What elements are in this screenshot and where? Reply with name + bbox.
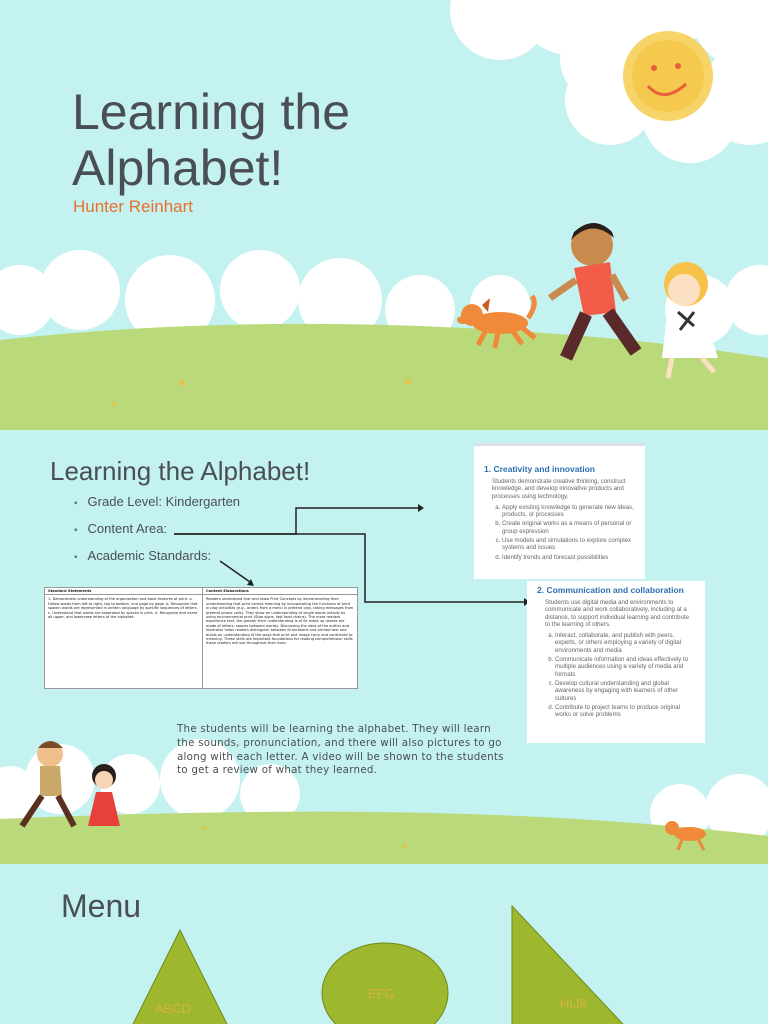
creativity-card xyxy=(474,443,645,579)
overview-slide xyxy=(0,434,768,864)
lesson-description: The students will be learning the alphabet. They will learn the sounds, pronunciation, and there will also pictures to go along with each letter. A video will be shown to the students to get a review of what they learned. xyxy=(177,723,504,777)
table-header: Content Elaborations xyxy=(203,588,357,595)
card-intro: Students use digital media and environments to communicate and work collaboratively, including at a distance, to support individual learning and contribute to the learning of others. xyxy=(545,599,689,628)
list-item: b. Communicate information and ideas effectively to multiple audiences using a variety of media and formats xyxy=(555,656,695,678)
cloud-icon xyxy=(450,0,768,163)
title-slide xyxy=(0,0,768,430)
card-title: 2. Communication and collaboration xyxy=(537,585,684,595)
list-item: a. Interact, collaborate, and publish with peers, experts, or others employing a variety of digital environments and media xyxy=(555,632,695,654)
menu-label-hijk[interactable]: HIJK xyxy=(560,996,589,1011)
standards-table xyxy=(44,587,358,689)
menu-label-efg[interactable]: EFG xyxy=(368,986,395,1001)
table-cell: Readers understand that and show Print Concepts by demonstrating their understanding that print carries meaning by incorporating the functions of print in play activities (e.g., orders from a menu in pretend play, taking messages from pretend phone calls). They show an understanding of single words initially by using environmental print (Stop signs, fast food chains). The more readers experience text, the greater their understanding is of its make up (words are made of letters, spaces between words). Discussing the roles of the author and illustrator helps readers distinguish between illustrations and printed text and builds an understanding of the ways that print and image carry and contribute to meaning. These skills are important foundations for reading comprehension skills these readers will use throughout their lives. xyxy=(206,597,354,646)
list-item: d. Contribute to project teams to produce original works or solve problems xyxy=(555,704,695,719)
menu-slide xyxy=(0,868,768,1024)
menu-title: Menu xyxy=(61,888,142,924)
list-item: ▪ Academic Standards: xyxy=(74,548,240,575)
presentation-title: Learning the Alphabet! xyxy=(72,84,351,196)
card-intro: Students demonstrate creative thinking, construct knowledge, and develop innovative products and processes using technology. xyxy=(492,478,626,500)
table-cell: 1. Demonstrate understanding of the organization and basic features of print. a. Follow words from left to right, top to bottom, and page by page. b. Recognize that spoken words are represented in written language by specific sequences of letters. c. Understand that words are separated by spaces in print. d. Recognize and name all upper- and lowercase letters of the alphabet. xyxy=(48,597,198,620)
list-item: ▪ Grade Level: Kindergarten xyxy=(74,494,240,521)
author-name: Hunter Reinhart xyxy=(73,197,194,216)
card-list xyxy=(537,632,695,718)
table-header: Standard Statements xyxy=(45,588,202,595)
card-list xyxy=(484,504,635,561)
list-item: d. Identify trends and forecast possibilities xyxy=(502,554,635,561)
list-item: c. Develop cultural understanding and global awareness by engaging with learners of other cultures xyxy=(555,680,695,702)
list-item: ▪ Content Area: xyxy=(74,521,240,548)
card-title: 1. Creativity and innovation xyxy=(484,464,595,474)
info-list xyxy=(74,494,240,575)
menu-oval-efg[interactable] xyxy=(322,943,448,1024)
communication-card xyxy=(527,581,705,743)
sun-icon xyxy=(623,31,713,121)
list-item: c. Use models and simulations to explore complex systems and issues xyxy=(502,537,635,552)
menu-label-abcd[interactable]: ABCD xyxy=(155,1001,192,1016)
list-item: a. Apply existing knowledge to generate new ideas, products, or processes xyxy=(502,504,635,519)
slide-title: Learning the Alphabet! xyxy=(50,456,311,486)
list-item: b. Create original works as a means of personal or group expression xyxy=(502,520,635,535)
